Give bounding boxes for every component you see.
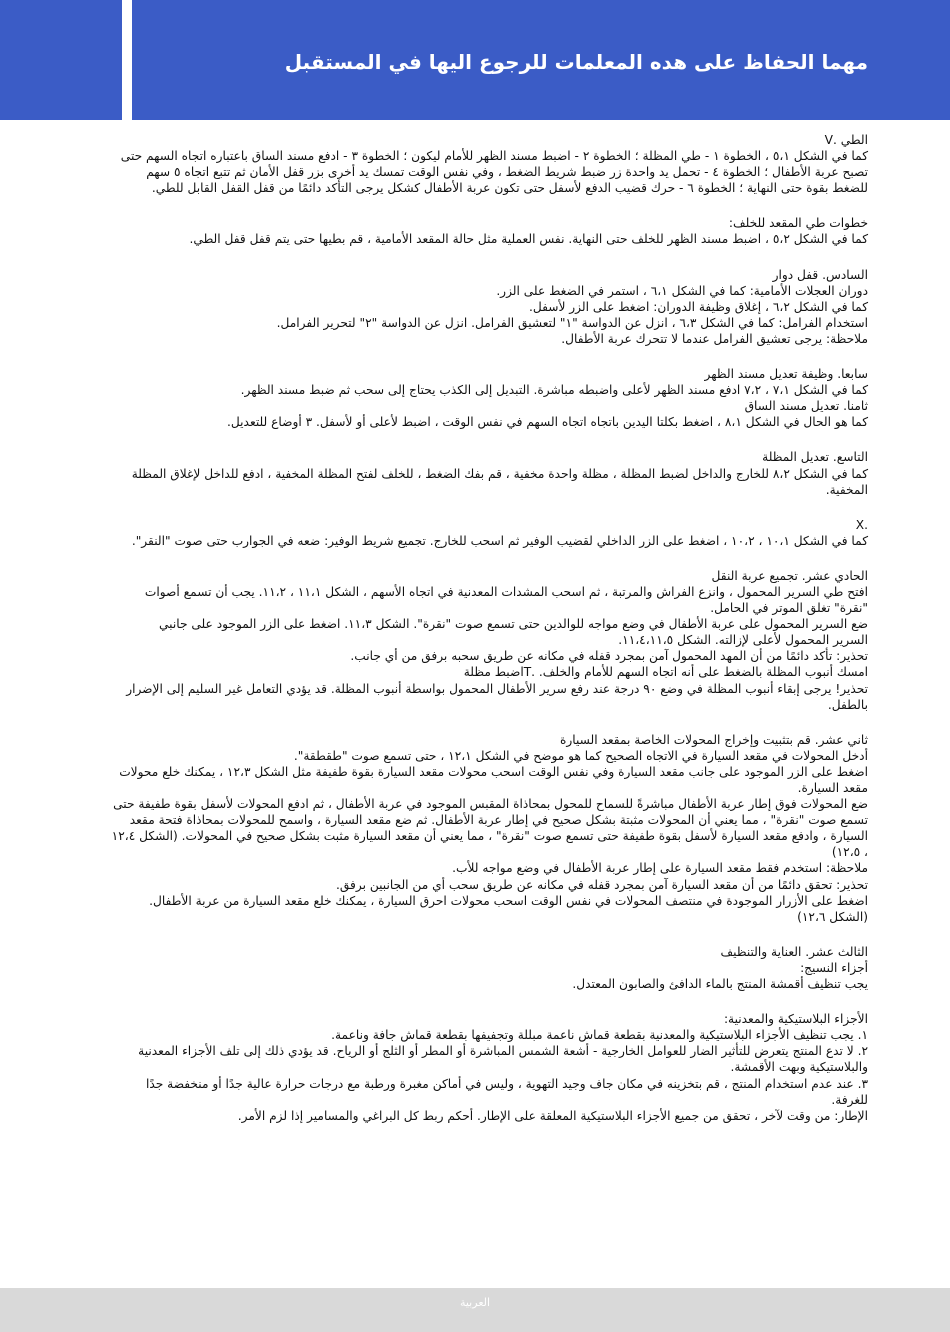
section-line: افتح طي السرير المحمول ، وانزع الفراش والمرتبة ، ثم اسحب المشدات المعدنية في اتجاه الأسهم ، الشكل ١١،١ ، ١١،٢. يجب أن تسمع أصوات	[144, 584, 868, 599]
section-heading: خطوات طي المقعد للخلف:	[728, 216, 868, 231]
manual-body	[60, 132, 868, 1143]
section-line: للغرفة.	[831, 1092, 868, 1107]
section-line: كما في الشكل ٥،٢ ، اضبط مسند الظهر للخلف حتى النهاية. نفس العملية مثل حالة المقعد الأمامية ، قم بطيها حتى يتم قفل قفل الطي.	[189, 232, 868, 247]
manual-section	[60, 449, 868, 497]
manual-section	[60, 732, 868, 925]
section-line: السرير المحمول لأعلى لإزالته. الشكل ١١،٤،١١،٥.	[618, 633, 868, 648]
section-line: كما هو الحال في الشكل ٨،١ ، اضغط بكلتا اليدين باتجاه اتجاه السهم في نفس الوقت ، اضبط لأعلى أو لأسفل. ٣ أوضاع للتعديل.	[227, 415, 868, 430]
section-line: ملاحظة: يرجى تعشيق الفرامل عندما لا تتحرك عربة الأطفال.	[561, 331, 868, 346]
section-line: استخدام الفرامل: كما في الشكل ٦،٣ ، انزل عن الدواسة "١" لتعشيق الفرامل. انزل عن الدواسة "٢" لتحرير الفرامل.	[276, 315, 868, 330]
section-heading: الحادي عشر. تجميع عربة النقل	[711, 568, 868, 583]
section-line: ثامنا. تعديل مسند الساق	[744, 399, 868, 414]
section-heading: الثالث عشر. العناية والتنظيف	[720, 944, 868, 959]
section-line: ، ١٢،٥)	[831, 845, 868, 860]
manual-section	[60, 132, 868, 196]
section-heading: السادس. قفل دوار	[772, 267, 868, 282]
section-line: اضغط على الزر الموجود على جانب مقعد السيارة وفي نفس الوقت اسحب محولات مقعد السيارة بقوة طفيفة مثل الشكل ١٢،٣ ، يمكنك خلع محولات	[119, 764, 868, 779]
page-header	[0, 0, 950, 120]
section-line: تحذير: تحقق دائمًا من أن مقعد السيارة آمن بمجرد قفله في مكانه عن طريق سحب أي من الجانبين برفق.	[336, 877, 868, 892]
section-line: يجب تنظيف أقمشة المنتج بالماء الدافئ والصابون المعتدل.	[572, 977, 868, 992]
manual-section	[60, 517, 868, 549]
section-line: (الشكل ١٢،٦)	[797, 909, 868, 924]
section-line: بالطفل.	[827, 697, 868, 712]
section-line: للضغط بقوة حتى النهاية ؛ الخطوة ٦ - حرك قضيب الدفع لأسفل حتى تكون عربة الأطفال كشكل يرجى التأكد دائمًا من قفل القفل القابل للطي.	[151, 181, 868, 196]
section-line: ملاحظة: استخدم فقط مقعد السيارة على إطار عربة الأطفال في وضع مواجه للأب.	[452, 861, 868, 876]
section-line: تحذير! يرجى إبقاء أنبوب المظلة في وضع ٩٠ درجة عند رفع سرير الأطفال المحمول بواسطة أنبوب المظلة. قد يؤدي التعامل غير السليم إلى الإضرار	[126, 681, 868, 696]
header-divider-stripe	[122, 0, 132, 120]
section-line: اضغط على الأزرار الموجودة في منتصف المحولات في نفس الوقت اسحب محولات احرق السيارة ، يمكنك خلع مقعد السيارة من عربة الأطفال.	[149, 893, 868, 908]
manual-section	[60, 568, 868, 713]
manual-section	[60, 366, 868, 430]
section-line: "نقرة" تغلق الموتر في الحامل.	[710, 601, 868, 616]
section-heading: التاسع. تعديل المظلة	[762, 450, 868, 465]
section-line: السيارة ، وادفع مقعد السيارة لأسفل بقوة طفيفة حتى تسمع صوت "نقرة" ، مما يعني أن مقعد السيارة مثبت بشكل صحيح في المحولات. (الشكل ١٢،٤	[111, 829, 868, 844]
section-heading: ثاني عشر. قم بتثبيت وإخراج المحولات الخاصة بمقعد السيارة	[560, 732, 868, 747]
section-line: المخفية.	[825, 482, 868, 497]
section-line: امسك أنبوب المظلة بالضغط على أنه اتجاه السهم للأمام والخلف. .Tاضبط مظلة	[463, 665, 868, 680]
page-footer	[0, 1288, 950, 1332]
section-line: كما في الشكل ٨،٢ للخارج والداخل لضبط المظلة ، مظلة واحدة مخفية ، قم بفك الضغط ، للخلف لفتح المظلة المخفية ، ادفع للداخل لإغلاق المظلة	[131, 466, 868, 481]
section-line: ضع المحولات فوق إطار عربة الأطفال مباشرةً للسماح للمحول بمحاذاة المقبس الموجود في عربة الأطفال ، ثم ادفع المحولات لأسفل بقوة طفيفة حتى	[113, 797, 868, 812]
footer-language-label: العربية	[459, 1296, 491, 1309]
section-heading: الأجزاء البلاستيكية والمعدنية:	[723, 1012, 868, 1027]
section-heading: سابعا. وظيفة تعديل مسند الظهر	[704, 367, 868, 382]
section-line: دوران العجلات الأمامية: كما في الشكل ٦،١ ، استمر في الضغط على الزر.	[496, 283, 868, 298]
section-heading: الطي .V	[824, 133, 868, 147]
section-line: كما في الشكل ٧،١ ، ٧،٢ ادفع مسند الظهر لأعلى واضبطه مباشرة. التبديل إلى الكذب يحتاج إلى سحب ثم ضبط مسند الظهر.	[240, 383, 868, 398]
section-line: ١. يجب تنظيف الأجزاء البلاستيكية والمعدنية بقطعة قماش ناعمة مبللة وتجفيفها بقطعة قماش جافة وناعمة.	[331, 1028, 868, 1043]
section-line: الإطار: من وقت لآخر ، تحقق من جميع الأجزاء البلاستيكية المعلقة على الإطار. أحكم ربط كل البراغي والمسامير إذا لزم الأمر.	[237, 1108, 868, 1123]
manual-section	[60, 267, 868, 347]
manual-section	[60, 944, 868, 992]
manual-section	[60, 215, 868, 247]
section-line: أجزاء النسيج:	[800, 960, 868, 975]
section-line: أدخل المحولات في مقعد السيارة في الاتجاه الصحيح كما هو موضح في الشكل ١٢،١ ، حتى تسمع صوت "طقطقة".	[293, 748, 868, 763]
section-line: تصبح عربة الأطفال ؛ الخطوة ٤ - تحمل يد واحدة زر ضبط شريط الضغط ، وفي نفس الوقت تمسك يد أخرى بزر قفل الأمان ثم تتبع اتجاه ٥ سهم	[146, 165, 868, 180]
section-line: والبلاستيكية وبهت الأقمشة.	[730, 1060, 868, 1075]
manual-section	[60, 1011, 868, 1124]
section-line: ضع السرير المحمول على عربة الأطفال في وضع مواجه للوالدين حتى تسمع صوت "نقرة". الشكل ١١،٣. اضغط على الزر الموجود على جانبي	[159, 617, 868, 632]
section-line: تحذير: تأكد دائمًا من أن المهد المحمول آمن بمجرد قفله في مكانه عن طريق سحبه برفق من أي جانب.	[350, 649, 868, 664]
section-line: تسمع صوت "نقرة" ، مما يعني أن المحولات مثبتة بشكل صحيح في إطار عربة الأطفال. ثم ضع مقعد السيارة ، واسمح للمحولات بمحاذاة فتحة مقعد	[129, 813, 868, 828]
page-title: مهما الحفاظ على هده المعلمات للرجوع اليها في المستقبل	[284, 50, 868, 74]
section-line: كما في الشكل ٥،١ ، الخطوة ١ - طي المظلة ؛ الخطوة ٢ - اضبط مسند الظهر للأمام ليكون ؛ الخطوة ٣ - ادفع مسند الساق باعتباره اتجاه السهم حتى	[120, 149, 868, 164]
section-line: ٢. لا تدع المنتج يتعرض للتأثير الضار للعوامل الخارجية - أشعة الشمس المباشرة أو المطر أو الثلج أو الرياح. قد يؤدي ذلك إلى تلف الأجزاء المعدنية	[138, 1044, 868, 1059]
section-line: ٣. عند عدم استخدام المنتج ، قم بتخزينه في مكان جاف وجيد التهوية ، وليس في أماكن مغبرة ورطبة مع درجات حرارة عالية جدًا أو منخفضة جدًا	[145, 1076, 868, 1091]
section-heading: .X	[855, 517, 868, 532]
section-line: كما في الشكل ١٠،١ ، ١٠،٢ ، اضغط على الزر الداخلي لقضيب الوفير ثم اسحب للخارج. تجميع شريط الوفير: ضعه في الجوارب حتى صوت "النقر".	[131, 533, 868, 548]
section-line: كما في الشكل ٦،٢ ، إغلاق وظيفة الدوران: اضغط على الزر لأسفل.	[528, 299, 868, 314]
section-line: مقعد السيارة.	[797, 781, 868, 795]
